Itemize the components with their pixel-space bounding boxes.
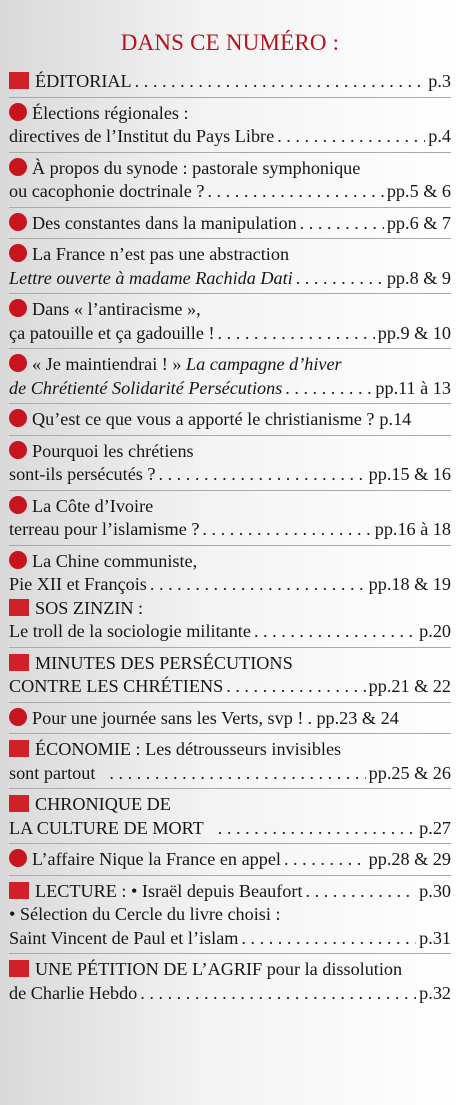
toc-entry-economie: ÉCONOMIE : Les détrousseurs invisibles sont partout . . . pp.25 & 26 xyxy=(9,738,451,785)
circle-bullet-icon xyxy=(9,103,27,121)
leader-dots xyxy=(241,927,416,951)
toc-entry-chretiens-persecutes: Pourquoi les chrétiens sont-ils persécutés ? . . . pp.15 & 16 xyxy=(9,440,451,487)
divider xyxy=(9,293,451,294)
leader-dots xyxy=(218,817,416,841)
square-bullet-icon xyxy=(9,795,29,812)
leader-dots xyxy=(109,762,365,786)
divider xyxy=(9,545,451,546)
page-number: p.27 xyxy=(419,817,451,838)
toc-entry-petition-agrif: UNE PÉTITION DE L’AGRIF pour la dissolution de Charlie Hebdo . . . p.32 xyxy=(9,958,451,1005)
page-number: pp.25 & 26 xyxy=(368,762,451,783)
toc-entry-lecture: LECTURE : • Israël depuis Beaufort . . . p.30 • Sélection du Cercle du livre choisi : Saint Vincent de Paul et l’islam . . . p.31 xyxy=(9,880,451,951)
page-number: pp.16 à 18 xyxy=(374,519,451,539)
leader-dots xyxy=(226,675,365,699)
page-number: pp.28 & 29 xyxy=(368,849,451,869)
leader-dots xyxy=(300,212,384,236)
page-number: pp.9 & 10 xyxy=(377,322,451,343)
toc-entry-sos-zinzin: SOS ZINZIN : Le troll de la sociologie militante . . . p.20 xyxy=(9,597,451,644)
divider xyxy=(9,403,451,404)
toc-entry-cote-ivoire: La Côte d’Ivoire terreau pour l’islamisme ? . . . pp.16 à 18 xyxy=(9,495,451,542)
leader-dots xyxy=(218,322,375,346)
square-bullet-icon xyxy=(9,960,29,977)
divider xyxy=(9,152,451,153)
divider xyxy=(9,435,451,436)
circle-bullet-icon xyxy=(9,496,27,514)
circle-bullet-icon xyxy=(9,158,27,176)
divider xyxy=(9,238,451,239)
leader-dots xyxy=(307,707,313,731)
divider xyxy=(9,788,451,789)
leader-dots xyxy=(135,70,426,94)
leader-dots xyxy=(306,880,417,904)
square-bullet-icon xyxy=(9,72,29,89)
page-number: pp.6 & 7 xyxy=(386,212,451,233)
leader-dots xyxy=(150,573,366,597)
toc-entry-manipulation: Des constantes dans la manipulation . . . pp.6 & 7 xyxy=(9,212,451,236)
toc-entry-elections: Élections régionales : directives de l’Institut du Pays Libre . . . p.4 xyxy=(9,102,451,149)
toc-entry-culture-de-mort: CHRONIQUE DE LA CULTURE DE MORT . . . p.27 xyxy=(9,793,451,840)
circle-bullet-icon xyxy=(9,244,27,262)
divider xyxy=(9,843,451,844)
page-number: pp.11 à 13 xyxy=(375,377,451,398)
page-number: pp.5 & 6 xyxy=(386,181,451,201)
page-title: DANS CE NUMÉRO : xyxy=(120,30,340,55)
divider xyxy=(9,97,451,98)
square-bullet-icon xyxy=(9,882,29,899)
toc-entry-campagne-hiver: « Je maintiendrai ! » La campagne d’hiver de Chrétienté Solidarité Persécutions . . . pp.11 à 13 xyxy=(9,353,451,400)
circle-bullet-icon xyxy=(9,708,27,726)
leader-dots xyxy=(277,125,425,149)
circle-bullet-icon xyxy=(9,409,27,427)
divider xyxy=(9,207,451,208)
page-number: p.31 xyxy=(419,927,451,948)
leader-dots xyxy=(158,463,365,487)
toc-entry-editorial: ÉDITORIAL . . . p.3 xyxy=(9,70,451,94)
divider xyxy=(9,490,451,491)
circle-bullet-icon xyxy=(9,299,27,317)
divider xyxy=(9,953,451,954)
square-bullet-icon xyxy=(9,599,29,616)
divider xyxy=(9,647,451,648)
circle-bullet-icon xyxy=(9,354,27,372)
leader-dots xyxy=(207,180,383,204)
leader-dots xyxy=(284,848,366,872)
page-number: pp.15 & 16 xyxy=(368,464,451,484)
page-number: pp.8 & 9 xyxy=(386,267,451,288)
divider xyxy=(9,702,451,703)
leader-dots xyxy=(202,518,371,542)
square-bullet-icon xyxy=(9,654,29,671)
toc-entry-antiracisme: Dans « l’antiracisme », ça patouille et ça gadouille ! . . . pp.9 & 10 xyxy=(9,298,451,345)
page-number: pp.18 & 19 xyxy=(368,574,451,594)
divider xyxy=(9,733,451,734)
page-number: pp.21 & 22 xyxy=(368,676,451,696)
page-number: p.20 xyxy=(419,621,451,641)
page-number: p.4 xyxy=(428,126,451,146)
circle-bullet-icon xyxy=(9,551,27,569)
page-number: p.30 xyxy=(419,880,451,901)
toc-entry-nique-la-france: L’affaire Nique la France en appel . . . pp.28 & 29 xyxy=(9,848,451,872)
circle-bullet-icon xyxy=(9,213,27,231)
page-number: pp.23 & 24 xyxy=(316,707,399,728)
toc-entry-minutes-persecutions: MINUTES DES PERSÉCUTIONS CONTRE LES CHRÉTIENS . . . pp.21 & 22 xyxy=(9,652,451,699)
leader-dots xyxy=(254,620,416,644)
page-number: p.3 xyxy=(428,71,451,91)
leader-dots xyxy=(296,267,384,291)
toc-entry-christianisme: Qu’est ce que vous a apporté le christianisme ? p.14 xyxy=(9,408,451,432)
page-number: p.32 xyxy=(419,982,451,1003)
toc-entry-synode: À propos du synode : pastorale symphonique ou cacophonie doctrinale ? . . . pp.5 & 6 xyxy=(9,157,451,204)
divider xyxy=(9,875,451,876)
leader-dots xyxy=(140,982,416,1006)
divider xyxy=(9,348,451,349)
circle-bullet-icon xyxy=(9,849,27,867)
circle-bullet-icon xyxy=(9,441,27,459)
toc-entry-chine-communiste: La Chine communiste, Pie XII et François . . . pp.18 & 19 xyxy=(9,550,451,597)
square-bullet-icon xyxy=(9,740,29,757)
page-number: p.14 xyxy=(379,409,412,429)
leader-dots xyxy=(285,377,372,401)
toc-entry-sans-les-verts: Pour une journée sans les Verts, svp ! . . . pp.23 & 24 xyxy=(9,707,451,731)
toc-entry-france-abstraction: La France n’est pas une abstraction Lettre ouverte à madame Rachida Dati . . . pp.8 & 9 xyxy=(9,243,451,290)
